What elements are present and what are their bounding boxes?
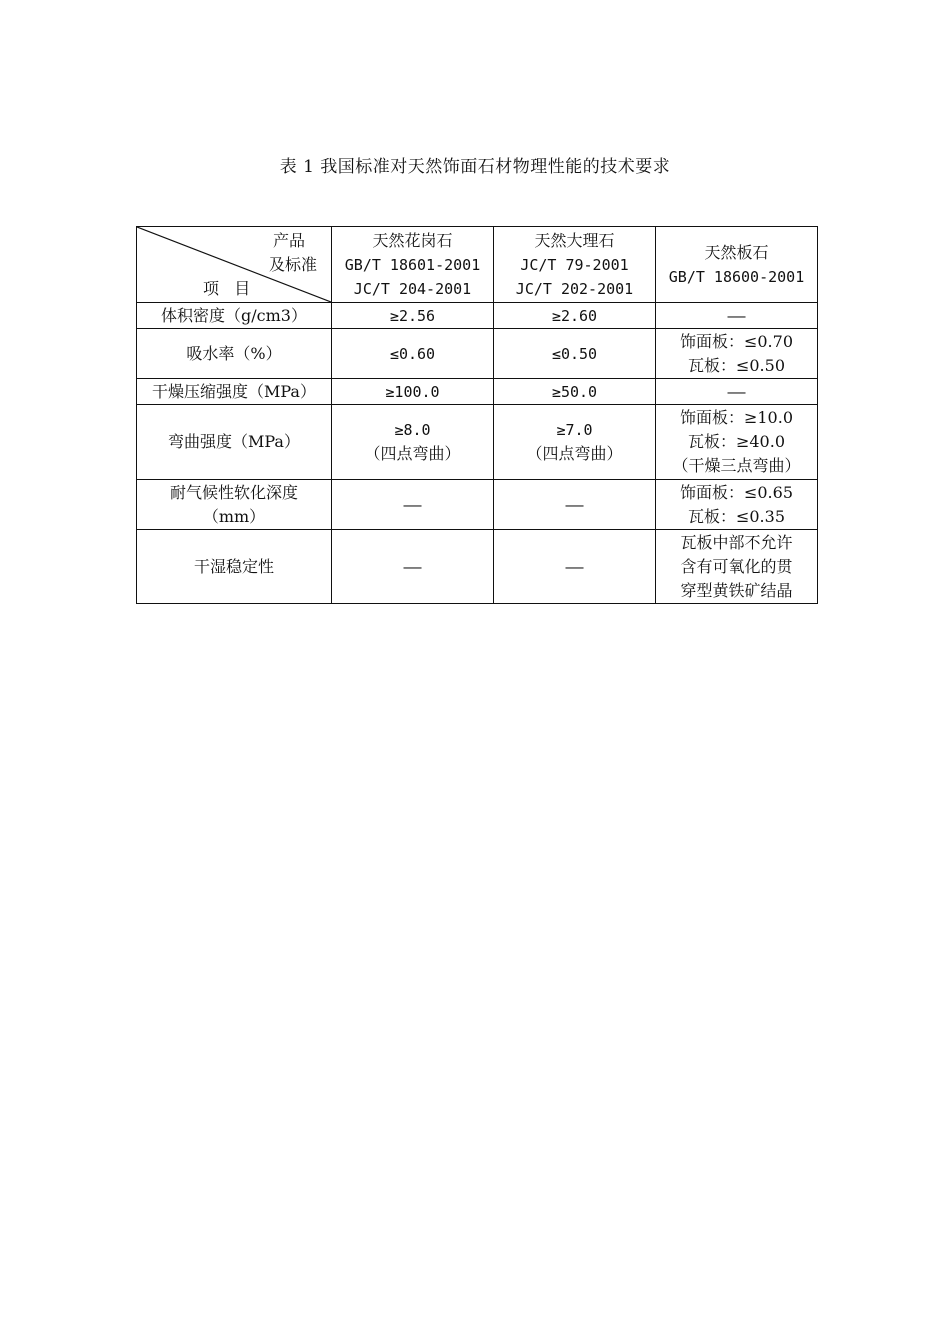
marble-value: ≤0.50	[551, 344, 598, 363]
table-row	[137, 530, 818, 604]
slate-value: 饰面板：≤0.65	[679, 482, 794, 502]
granite-value: ——	[403, 557, 422, 576]
granite-value: ——	[403, 495, 422, 514]
item-label: 干湿稳定性	[193, 556, 274, 576]
item-label: 干燥压缩强度（MPa）	[152, 381, 316, 401]
granite-value: ≥8.0	[394, 421, 431, 439]
slate-value: 瓦板中部不允许	[680, 532, 793, 552]
slate-value: ——	[727, 306, 746, 325]
granite-note: （四点弯曲）	[364, 444, 461, 463]
slate-value: 瓦板：≤0.35	[687, 506, 786, 526]
marble-note: （四点弯曲）	[526, 444, 623, 463]
marble-standard-1: JC/T 79-2001	[520, 255, 629, 274]
granite-standard-2: JC/T 204-2001	[353, 279, 472, 298]
item-cell	[137, 379, 332, 405]
slate-value-cell	[656, 480, 818, 530]
marble-value: ≥50.0	[551, 382, 598, 401]
marble-value: ——	[565, 557, 584, 576]
table-row	[137, 480, 818, 530]
granite-header-cell	[332, 227, 494, 303]
granite-value-cell	[332, 530, 494, 604]
marble-value-cell	[494, 405, 656, 480]
marble-header-cell	[494, 227, 656, 303]
granite-value-cell	[332, 303, 494, 329]
corner-product-label: 产品	[272, 231, 305, 250]
item-unit: （mm）	[202, 506, 266, 526]
item-label: 耐气候性软化深度	[169, 482, 298, 502]
slate-note: （干燥三点弯曲）	[672, 456, 801, 475]
item-cell	[137, 480, 332, 530]
item-cell	[137, 405, 332, 480]
marble-value: ≥7.0	[556, 421, 593, 439]
header-row	[137, 227, 818, 303]
marble-value-cell	[494, 530, 656, 604]
granite-value-cell	[332, 329, 494, 379]
granite-value: ≥2.56	[389, 306, 436, 325]
marble-standard-2: JC/T 202-2001	[515, 279, 634, 298]
slate-value: 瓦板：≤0.50	[687, 355, 786, 375]
slate-value: 饰面板：≤0.70	[679, 331, 794, 351]
slate-value: 穿型黄铁矿结晶	[680, 580, 793, 600]
item-label: 弯曲强度（MPa）	[168, 432, 300, 451]
granite-name: 天然花岗石	[372, 230, 453, 250]
slate-value: 瓦板：≥40.0	[687, 432, 786, 451]
granite-standard-1: GB/T 18601-2001	[344, 255, 481, 274]
slate-value-cell	[656, 405, 818, 480]
marble-name: 天然大理石	[534, 230, 615, 250]
corner-standard-label: 及标准	[268, 255, 317, 274]
corner-header-cell	[137, 227, 332, 303]
table-row	[137, 329, 818, 379]
specification-table	[136, 226, 818, 604]
item-label: 吸水率（%）	[186, 343, 282, 363]
marble-value-cell	[494, 379, 656, 405]
granite-value: ≤0.60	[389, 344, 436, 363]
table-row	[137, 405, 818, 480]
slate-value-cell	[656, 530, 818, 604]
table-row	[137, 379, 818, 405]
item-cell	[137, 329, 332, 379]
corner-item-label: 项 目	[203, 279, 251, 298]
slate-header-cell	[656, 227, 818, 303]
granite-value: ≥100.0	[385, 382, 440, 401]
slate-value: 含有可氧化的贯	[680, 556, 793, 576]
item-cell	[137, 303, 332, 329]
slate-value-cell	[656, 379, 818, 405]
item-cell	[137, 530, 332, 604]
table-caption: 表 1 我国标准对天然饰面石材物理性能的技术要求	[279, 157, 671, 177]
slate-value-cell	[656, 303, 818, 329]
marble-value: ≥2.60	[551, 306, 598, 325]
marble-value-cell	[494, 480, 656, 530]
item-label: 体积密度（g/cm3）	[161, 305, 307, 325]
slate-standard-1: GB/T 18600-2001	[668, 267, 805, 286]
slate-name: 天然板石	[704, 242, 769, 262]
granite-value-cell	[332, 405, 494, 480]
granite-value-cell	[332, 480, 494, 530]
marble-value: ——	[565, 495, 584, 514]
slate-value-cell	[656, 329, 818, 379]
marble-value-cell	[494, 303, 656, 329]
granite-value-cell	[332, 379, 494, 405]
marble-value-cell	[494, 329, 656, 379]
table-row	[137, 303, 818, 329]
slate-value: ——	[727, 382, 746, 401]
slate-value: 饰面板：≥10.0	[679, 408, 794, 427]
